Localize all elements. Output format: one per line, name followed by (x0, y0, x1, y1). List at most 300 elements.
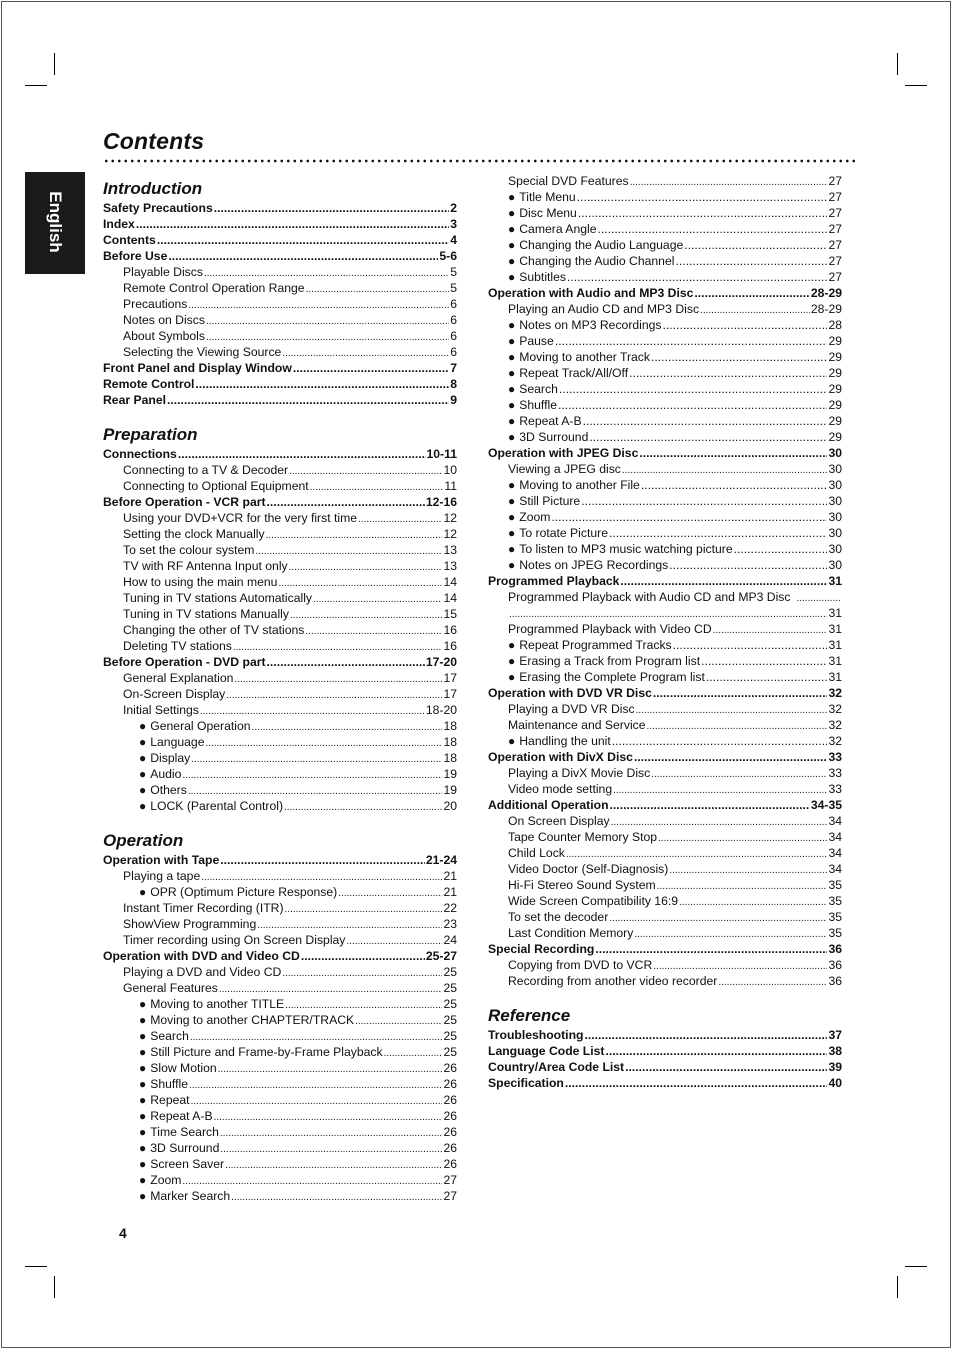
toc-main-entry[interactable] (103, 376, 457, 392)
toc-entry[interactable] (488, 317, 842, 333)
section-heading: Operation (103, 831, 184, 850)
toc-entry-title: Additional Operation (488, 798, 609, 812)
toc-entry[interactable] (488, 349, 842, 365)
dot-leader (252, 720, 443, 736)
toc-entry-title: Video mode setting (508, 782, 613, 796)
toc-entry-page: 10 (443, 463, 457, 477)
toc-entry[interactable] (103, 622, 457, 638)
toc-entry-page: 30 (828, 494, 842, 508)
toc-main-entry[interactable] (103, 654, 457, 670)
dot-leader (581, 493, 827, 509)
dot-leader (578, 205, 828, 221)
toc-entry-page: 12 (443, 527, 457, 541)
toc-entry-title: Before Operation - DVD part (103, 655, 266, 669)
toc-entry[interactable] (103, 1076, 457, 1092)
dot-leader (358, 512, 442, 528)
toc-entry-page: 36 (828, 974, 842, 988)
toc-entry-page: 31 (828, 574, 842, 588)
toc-entry[interactable] (103, 1044, 457, 1060)
toc-entry[interactable] (488, 461, 842, 477)
toc-entry[interactable] (488, 333, 842, 349)
toc-entry-page: 26 (443, 1077, 457, 1091)
toc-entry-title: Moving to another TITLE (150, 997, 285, 1011)
toc-main-entry[interactable] (488, 685, 842, 701)
toc-entry-page: 21-24 (425, 853, 457, 867)
toc-entry[interactable] (488, 589, 842, 605)
dot-leader (305, 624, 442, 640)
bullet-icon: ● (139, 751, 147, 765)
toc-entry-page: 6 (450, 329, 457, 343)
toc-entry-title: Precautions (123, 297, 188, 311)
toc-entry-title: Index (103, 217, 135, 231)
toc-entry[interactable] (488, 717, 842, 733)
toc-entry-page: 31 (828, 622, 842, 636)
toc-entry[interactable] (103, 686, 457, 702)
toc-main-entry[interactable] (488, 445, 842, 461)
toc-entry-page: 34 (828, 814, 842, 828)
toc-entry-page: 6 (450, 297, 457, 311)
toc-entry-title: Operation with DivX Disc (488, 750, 633, 764)
toc-entry[interactable] (488, 509, 842, 525)
toc-entry[interactable] (488, 253, 842, 269)
toc-entry-page: 5 (450, 281, 457, 295)
toc-entry-page: 29 (828, 398, 842, 412)
toc-entry[interactable] (488, 845, 842, 861)
toc-entry-page: 26 (443, 1157, 457, 1171)
toc-entry[interactable] (488, 877, 842, 893)
toc-entry-title: Others (150, 783, 187, 797)
toc-entry[interactable] (488, 861, 842, 877)
crop-mark (54, 53, 55, 75)
dot-leader (206, 314, 449, 330)
toc-entry-title: Playing a DVD VR Disc (508, 702, 635, 716)
toc-entry-page: 18 (443, 719, 457, 733)
toc-entry[interactable] (103, 1172, 457, 1188)
toc-entry-title: 3D Surround (519, 430, 589, 444)
toc-entry-page: 25 (443, 965, 457, 979)
toc-entry-title: Repeat A-B (519, 414, 582, 428)
toc-entry[interactable] (103, 718, 457, 734)
dot-leader (605, 1043, 827, 1059)
toc-entry-page: 21 (443, 869, 457, 883)
toc-entry-title: Language Code List (488, 1044, 605, 1058)
toc-entry-title: Contents (103, 233, 156, 247)
section-gap (488, 989, 842, 1005)
toc-entry-title: Subtitles (519, 270, 566, 284)
toc-entry[interactable] (488, 237, 842, 253)
toc-entry[interactable] (488, 365, 842, 381)
toc-entry-title: Tuning in TV stations Automatically (123, 591, 313, 605)
dot-leader (136, 216, 449, 232)
toc-entry-title: General Operation (150, 719, 251, 733)
toc-entry-title: OPR (Optimum Picture Response) (150, 885, 338, 899)
toc-entry-title: Remote Control Operation Range (123, 281, 305, 295)
bullet-icon: ● (508, 254, 516, 268)
toc-entry-title: Shuffle (150, 1077, 188, 1091)
toc-entry-page: 13 (443, 559, 457, 573)
toc-entry-title: Moving to another File (519, 478, 640, 492)
section-heading: Reference (488, 1006, 571, 1025)
bullet-icon: ● (508, 318, 516, 332)
toc-entry-page: 34 (828, 862, 842, 876)
toc-entry[interactable] (103, 1012, 457, 1028)
toc-entry[interactable] (488, 541, 842, 557)
toc-entry-page: 28-29 (810, 286, 842, 300)
dot-leader (577, 189, 828, 205)
dot-leader (673, 637, 828, 653)
toc-entry-page: 30 (828, 478, 842, 492)
toc-entry-title: Marker Search (150, 1189, 231, 1203)
crop-mark (897, 53, 898, 75)
toc-entry-title: About Symbols (123, 329, 205, 343)
toc-entry[interactable] (488, 829, 842, 845)
bullet-icon: ● (508, 382, 516, 396)
toc-main-entry[interactable] (488, 1043, 842, 1059)
bullet-icon: ● (508, 350, 516, 364)
toc-entry-title: To listen to MP3 music watching picture (519, 542, 733, 556)
toc-entry-title: Hi-Fi Stereo Sound System (508, 878, 656, 892)
bullet-icon: ● (139, 1141, 147, 1155)
toc-entry-title: To set the colour system (123, 543, 255, 557)
toc-entry[interactable] (488, 669, 842, 685)
toc-entry[interactable] (103, 280, 457, 296)
toc-main-entry[interactable] (488, 1059, 842, 1075)
toc-entry-title: On-Screen Display (123, 687, 226, 701)
dot-leader (191, 1094, 443, 1110)
dot-leader (684, 237, 827, 253)
dot-leader (384, 1046, 443, 1062)
toc-entry-page: 30 (828, 510, 842, 524)
dot-leader (555, 333, 828, 349)
toc-left-column (103, 178, 457, 1204)
toc-entry[interactable] (103, 798, 457, 814)
toc-entry-page: 35 (828, 894, 842, 908)
section-heading: Preparation (103, 425, 198, 444)
dot-leader (641, 477, 828, 493)
toc-entry-title: Wide Screen Compatibility 16:9 (508, 894, 679, 908)
toc-entry-title: Playing a DVD and Video CD (123, 965, 282, 979)
toc-entry-page: 25 (443, 1045, 457, 1059)
section-gap (103, 408, 457, 424)
toc-entry-page: 27 (828, 254, 842, 268)
toc-entry[interactable] (488, 621, 842, 637)
toc-entry-title: Operation with Tape (103, 853, 220, 867)
toc-entry-page: 12 (443, 511, 457, 525)
toc-entry[interactable] (103, 590, 457, 606)
toc-entry[interactable] (103, 964, 457, 980)
crop-mark (25, 1266, 47, 1267)
dot-leader (191, 752, 442, 768)
toc-entry[interactable] (103, 916, 457, 932)
toc-entry[interactable] (488, 893, 842, 909)
toc-entry[interactable] (488, 765, 842, 781)
toc-main-entry[interactable] (103, 494, 457, 510)
toc-main-entry[interactable] (103, 232, 457, 248)
toc-entry[interactable] (103, 734, 457, 750)
bullet-icon: ● (508, 190, 516, 204)
toc-entry-page: 15 (443, 607, 457, 621)
toc-main-entry[interactable] (488, 749, 842, 765)
toc-entry-page: 28 (828, 318, 842, 332)
toc-entry[interactable] (488, 925, 842, 941)
toc-entry-title: Language (150, 735, 205, 749)
toc-entry-title: Copying from DVD to VCR (508, 958, 653, 972)
toc-entry-page: 8 (450, 377, 457, 391)
toc-entry[interactable] (488, 701, 842, 717)
toc-entry[interactable] (103, 1124, 457, 1140)
toc-entry-page: 36 (828, 942, 842, 956)
toc-entry-page: 34 (828, 830, 842, 844)
toc-entry-title: ShowView Programming (123, 917, 257, 931)
bullet-icon: ● (139, 1173, 147, 1187)
dot-leader (234, 672, 442, 688)
toc-entry[interactable] (488, 637, 842, 653)
toc-entry[interactable] (103, 1092, 457, 1108)
toc-entry-page: 33 (828, 750, 842, 764)
toc-entry[interactable] (488, 813, 842, 829)
bullet-icon: ● (508, 430, 516, 444)
dot-leader (306, 282, 450, 298)
toc-main-entry[interactable] (488, 1027, 842, 1043)
toc-entry-page: 32 (828, 702, 842, 716)
toc-entry-title: Camera Angle (519, 222, 597, 236)
toc-entry[interactable] (488, 221, 842, 237)
toc-entry-page: 29 (828, 334, 842, 348)
toc-main-entry[interactable] (103, 360, 457, 376)
dot-leader (226, 688, 442, 704)
toc-entry[interactable] (488, 269, 842, 285)
toc-entry-page: 30 (828, 462, 842, 476)
toc-entry[interactable] (103, 1156, 457, 1172)
toc-entry-title: LOCK (Parental Control) (150, 799, 284, 813)
toc-entry[interactable] (103, 344, 457, 360)
toc-entry-continued[interactable] (488, 605, 842, 621)
toc-entry[interactable] (103, 996, 457, 1012)
toc-entry-title: Audio (150, 767, 182, 781)
toc-main-entry[interactable] (103, 392, 457, 408)
toc-entry[interactable] (488, 301, 842, 317)
toc-main-entry[interactable] (488, 941, 842, 957)
toc-entry[interactable] (103, 462, 457, 478)
dot-leader (188, 298, 449, 314)
toc-entry[interactable] (488, 413, 842, 429)
dot-leader (301, 948, 425, 964)
toc-entry[interactable] (103, 638, 457, 654)
toc-entry-page: 32 (828, 686, 842, 700)
toc-entry[interactable] (103, 296, 457, 312)
toc-entry[interactable] (103, 478, 457, 494)
dot-leader (597, 221, 827, 237)
toc-entry-title: Operation with Audio and MP3 Disc (488, 286, 694, 300)
toc-entry-page: 29 (828, 366, 842, 380)
toc-entry[interactable] (103, 1028, 457, 1044)
dot-leader (355, 1014, 442, 1030)
toc-main-entry[interactable] (103, 200, 457, 216)
dot-leader (220, 1142, 442, 1158)
dot-leader (284, 800, 442, 816)
toc-entry[interactable] (103, 328, 457, 344)
dot-leader (289, 464, 442, 480)
dot-leader (639, 445, 827, 461)
toc-entry[interactable] (488, 525, 842, 541)
toc-entry[interactable] (103, 542, 457, 558)
toc-entry-title: Shuffle (519, 398, 557, 412)
toc-entry-title: Erasing the Complete Program list (519, 670, 705, 684)
dot-leader (657, 879, 828, 895)
toc-entry[interactable] (103, 868, 457, 884)
toc-entry-page: 31 (828, 654, 842, 668)
toc-entry-page: 20 (443, 799, 457, 813)
toc-main-entry[interactable] (103, 248, 457, 264)
bullet-icon: ● (139, 885, 147, 899)
toc-entry-page: 32 (828, 718, 842, 732)
toc-entry[interactable] (488, 557, 842, 573)
toc-entry-title: Instant Timer Recording (ITR) (123, 901, 284, 915)
bullet-icon: ● (508, 558, 516, 572)
dot-leader (706, 669, 828, 685)
dot-leader (558, 397, 827, 413)
toc-entry[interactable] (488, 189, 842, 205)
toc-entry-page: 27 (443, 1173, 457, 1187)
toc-entry[interactable] (103, 574, 457, 590)
toc-entry-title: Video Doctor (Self-Diagnosis) (508, 862, 669, 876)
toc-entry[interactable] (103, 900, 457, 916)
toc-entry[interactable] (103, 526, 457, 542)
dot-leader (189, 1078, 442, 1094)
dot-leader (220, 852, 425, 868)
toc-entry-title: Using your DVD+VCR for the very first time (123, 511, 357, 525)
toc-entry-title: Repeat Programmed Tracks (519, 638, 672, 652)
toc-entry[interactable] (103, 558, 457, 574)
toc-entry-page: 4 (450, 233, 457, 247)
toc-entry-page: 26 (443, 1109, 457, 1123)
dot-leader (612, 733, 828, 749)
toc-main-entry[interactable] (103, 852, 457, 868)
toc-entry-title: Timer recording using On Screen Display (123, 933, 346, 947)
crop-mark (905, 85, 927, 86)
toc-main-entry[interactable] (488, 285, 842, 301)
toc-entry-title: Screen Saver (150, 1157, 225, 1171)
toc-entry[interactable] (103, 670, 457, 686)
toc-entry[interactable] (103, 510, 457, 526)
toc-entry[interactable] (488, 381, 842, 397)
toc-entry[interactable] (103, 1188, 457, 1204)
toc-entry[interactable] (488, 429, 842, 445)
bullet-icon: ● (508, 734, 516, 748)
toc-entry-page: 26 (443, 1125, 457, 1139)
toc-entry[interactable] (488, 477, 842, 493)
toc-entry[interactable] (103, 884, 457, 900)
toc-entry[interactable] (488, 493, 842, 509)
bullet-icon: ● (139, 997, 147, 1011)
toc-main-entry[interactable] (103, 446, 457, 462)
toc-entry-page: 17 (443, 671, 457, 685)
toc-entry-page: 18 (443, 751, 457, 765)
dot-leader (584, 1027, 827, 1043)
dot-leader (610, 797, 810, 813)
dot-leader (214, 200, 449, 216)
toc-entry[interactable] (103, 1060, 457, 1076)
toc-entry[interactable] (103, 1108, 457, 1124)
toc-entry-title: Playing a DivX Movie Disc (508, 766, 651, 780)
toc-main-entry[interactable] (103, 216, 457, 232)
toc-entry[interactable] (103, 606, 457, 622)
toc-entry[interactable] (488, 173, 842, 189)
toc-entry[interactable] (103, 1140, 457, 1156)
page-title: Contents (103, 128, 205, 154)
toc-entry-title: Notes on JPEG Recordings (519, 558, 669, 572)
toc-entry[interactable] (488, 653, 842, 669)
toc-main-entry[interactable] (488, 1075, 842, 1091)
toc-entry[interactable] (488, 957, 842, 973)
bullet-icon: ● (508, 366, 516, 380)
toc-entry[interactable] (103, 312, 457, 328)
dot-leader (282, 966, 442, 982)
crop-mark (905, 1266, 927, 1267)
toc-entry[interactable] (103, 932, 457, 948)
toc-entry[interactable] (103, 980, 457, 996)
toc-entry-title: 3D Surround (150, 1141, 220, 1155)
toc-main-entry[interactable] (488, 797, 842, 813)
toc-entry-page: 7 (450, 361, 457, 375)
toc-main-entry[interactable] (103, 948, 457, 964)
dot-leader (651, 767, 827, 783)
dot-leader (629, 365, 827, 381)
bullet-icon: ● (508, 334, 516, 348)
toc-entry-title: General Explanation (123, 671, 234, 685)
dot-leader (218, 1062, 443, 1078)
toc-entry[interactable] (488, 909, 842, 925)
toc-entry-title: Recording from another video recorder (508, 974, 718, 988)
toc-entry[interactable] (103, 264, 457, 280)
toc-entry-title: Operation with DVD VR Disc (488, 686, 652, 700)
toc-entry[interactable] (488, 205, 842, 221)
toc-entry-page: 13 (443, 543, 457, 557)
bullet-icon: ● (139, 783, 147, 797)
crop-mark (25, 85, 47, 86)
toc-entry[interactable] (488, 733, 842, 749)
toc-entry-title: Deleting TV stations (123, 639, 232, 653)
toc-entry-page: 25-27 (425, 949, 457, 963)
toc-entry[interactable] (103, 750, 457, 766)
toc-entry-title: How to using the main menu (123, 575, 278, 589)
bullet-icon: ● (508, 270, 516, 284)
dot-leader (267, 654, 425, 670)
toc-entry-page: 34 (828, 846, 842, 860)
toc-entry[interactable] (488, 397, 842, 413)
crop-mark (897, 1276, 898, 1298)
toc-entry-page: 17 (443, 687, 457, 701)
bullet-icon: ● (508, 542, 516, 556)
toc-entry[interactable] (488, 781, 842, 797)
toc-entry[interactable] (103, 766, 457, 782)
toc-entry-title: Moving to another CHAPTER/TRACK (150, 1013, 355, 1027)
toc-entry-page: 40 (828, 1076, 842, 1090)
toc-entry-page: 38 (828, 1044, 842, 1058)
toc-entry[interactable] (103, 702, 457, 718)
toc-entry-page: 29 (828, 350, 842, 364)
toc-entry[interactable] (488, 973, 842, 989)
language-tab (25, 172, 85, 274)
toc-entry-page: 35 (828, 878, 842, 892)
toc-entry-title: Still Picture and Frame-by-Frame Playback (150, 1045, 383, 1059)
toc-entry[interactable] (103, 782, 457, 798)
dot-leader (290, 608, 442, 624)
section-heading: Introduction (103, 179, 203, 198)
toc-entry-page: 25 (443, 1013, 457, 1027)
toc-main-entry[interactable] (488, 573, 842, 589)
toc-entry-page: 25 (443, 1029, 457, 1043)
